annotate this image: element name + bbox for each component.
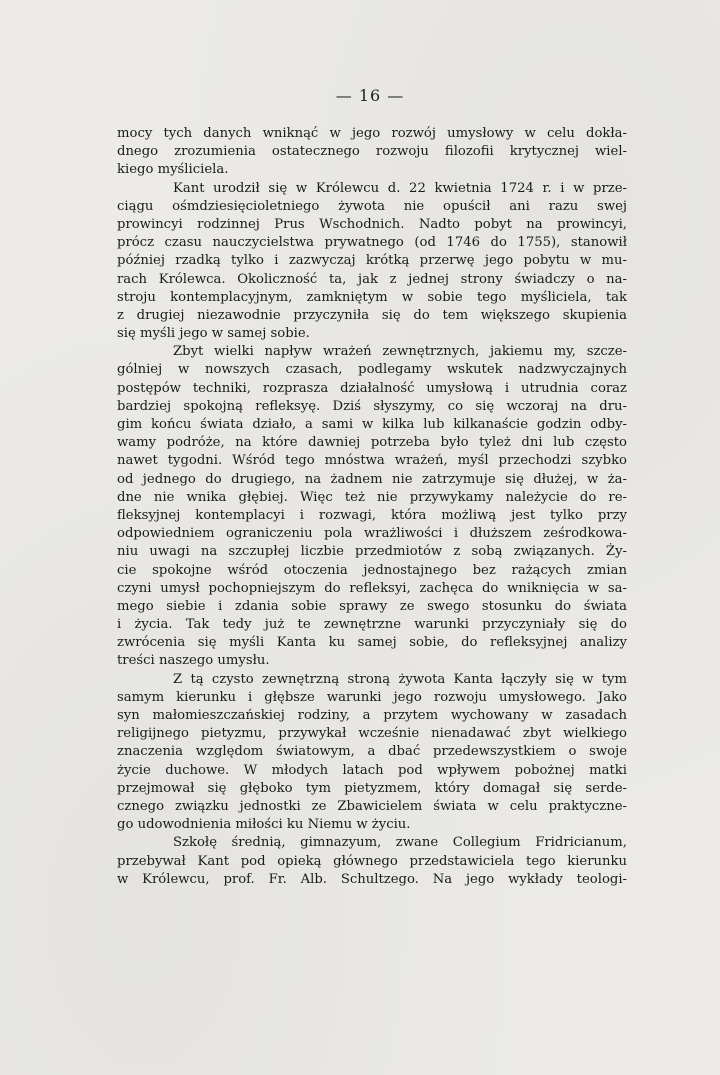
page-number: — 16 —	[335, 86, 405, 105]
text-line: cie spokojne wśród otoczenia jednostajnego bez rażących zmian	[117, 562, 627, 578]
paragraph	[117, 671, 627, 835]
text-line: religijnego pietyzmu, przywykał wcześnie nienadawać zbyt wielkiego	[117, 726, 627, 742]
text-line: czyni umysł pochopniejszym do refleksyi, zachęca do wniknięcia w sa-	[117, 580, 627, 596]
text-line: fleksyjnej kontemplacyi i rozwagi, która możliwą jest tylko przy	[117, 507, 627, 523]
text-line: nawet tygodni. Wśród tego mnóstwa wrażeń, myśl przechodzi szybko	[117, 453, 627, 469]
text-line: gim końcu świata działo, a sami w kilka lub kilkanaście godzin odby-	[117, 417, 627, 432]
body-text	[117, 125, 627, 889]
paragraph	[117, 343, 627, 670]
text-line: mocy tych danych wniknąć w jego rozwój umysłowy w celu dokła-	[117, 126, 627, 141]
text-line: prowincyi rodzinnej Prus Wschodnich. Nadto pobyt na prowincyi,	[117, 216, 627, 232]
text-line: rach Królewca. Okoliczność ta, jak z jednej strony świadczy o na-	[117, 271, 627, 287]
text-line: przejmował się głęboko tym pietyzmem, który domagał się serde-	[117, 780, 627, 796]
text-line: samym kierunku i głębsze warunki jego rozwoju umysłowego. Jako	[117, 689, 627, 705]
text-line: treści naszego umysłu.	[117, 653, 270, 669]
text-line: prócz czasu nauczycielstwa prywatnego (od 1746 do 1755), stanowił	[117, 235, 627, 251]
paragraph	[117, 180, 627, 344]
text-line: kiego myśliciela.	[117, 162, 229, 178]
text-line: w Królewcu, prof. Fr. Alb. Schultzego. Na jego wykłady teologi-	[117, 871, 627, 887]
text-line: Z tą czysto zewnętrzną stroną żywota Kanta łączyły się w tym	[173, 671, 627, 687]
paragraph	[117, 834, 627, 889]
text-line: dne nie wnika głębiej. Więc też nie przywykamy należycie do re-	[117, 489, 627, 505]
text-line: i życia. Tak tedy już te zewnętrzne warunki przyczyniały się do	[117, 617, 627, 633]
text-line: bardziej spokojną refleksyę. Dziś słyszymy, co się wczoraj na dru-	[117, 398, 627, 414]
text-line: niu uwagi na szczupłej liczbie przedmiotów z sobą związanych. Ży-	[117, 544, 627, 560]
text-line: odpowiedniem ograniczeniu pola wrażliwości i dłuższem ześrodkowa-	[117, 526, 627, 542]
text-line: z drugiej niezawodnie przyczyniła się do tem większego skupienia	[117, 307, 627, 323]
text-line: mego siebie i zdania sobie sprawy ze swego stosunku do świata	[117, 598, 627, 614]
text-line: Kant urodził się w Królewcu d. 22 kwietnia 1724 r. i w prze-	[173, 180, 627, 196]
text-line: znaczenia względom światowym, a dbać przedewszystkiem o swoje	[117, 744, 627, 760]
text-line: gólniej w nowszych czasach, podlegamy wskutek nadzwyczajnych	[117, 362, 627, 378]
text-line: ciągu ośmdziesięcioletniego żywota nie opuścił ani razu swej	[117, 198, 627, 214]
text-line: od jednego do drugiego, na żadnem nie zatrzymuje się dłużej, w ża-	[117, 471, 627, 487]
text-line: syn małomieszczańskiej rodziny, a przytem wychowany w zasadach	[117, 708, 627, 723]
text-line: dnego zrozumienia ostatecznego rozwoju filozofii krytycznej wiel-	[117, 144, 627, 160]
text-line: Szkołę średnią, gimnazyum, zwane Collegium Fridricianum,	[173, 835, 627, 851]
text-line: stroju kontemplacyjnym, zamkniętym w sobie tego myśliciela, tak	[117, 289, 627, 305]
text-line: życie duchowe. W młodych latach pod wpływem pobożnej matki	[117, 762, 627, 778]
paragraph	[117, 125, 627, 180]
text-line: później rzadką tylko i zazwyczaj krótką przerwę jego pobytu w mu-	[117, 253, 627, 269]
text-line: Zbyt wielki napływ wrażeń zewnętrznych, jakiemu my, szcze-	[173, 344, 627, 360]
text-line: postępów techniki, rozprasza działalność umysłową i utrudnia coraz	[117, 380, 627, 396]
text-line: się myśli jego w samej sobie.	[117, 326, 310, 342]
text-line: go udowodnienia miłości ku Niemu w życiu.	[117, 817, 411, 833]
text-line: wamy podróże, na które dawniej potrzeba było tyleż dni lub często	[117, 435, 627, 451]
text-line: zwrócenia się myśli Kanta ku samej sobie, do refleksyjnej analizy	[117, 635, 627, 651]
text-line: przebywał Kant pod opieką głównego przedstawiciela tego kierunku	[117, 853, 627, 869]
text-line: cznego związku jednostki ze Zbawicielem świata w celu praktyczne-	[117, 798, 627, 814]
